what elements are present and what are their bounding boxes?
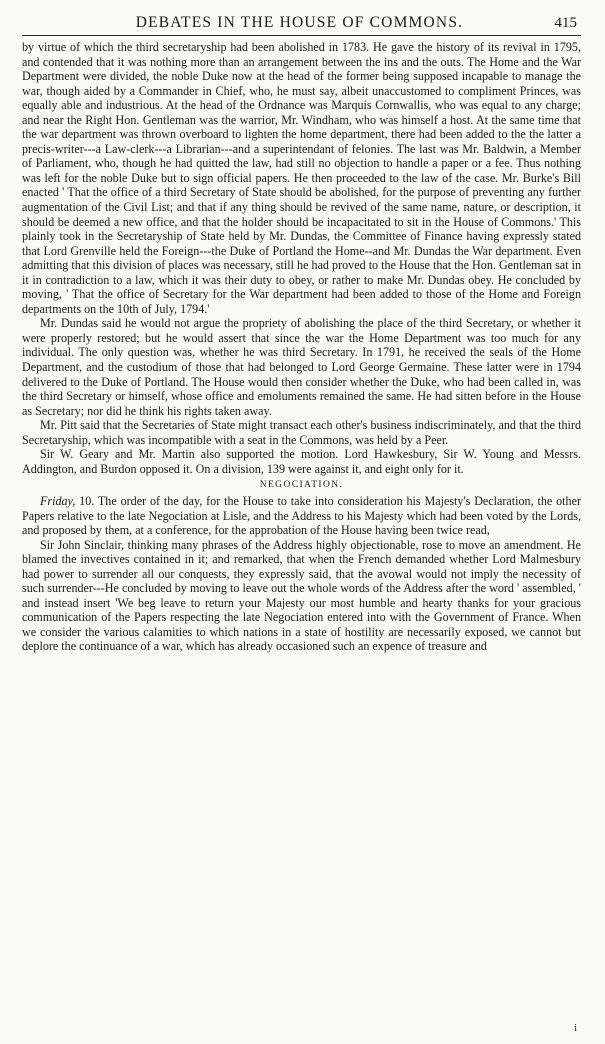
- paragraph-sinclair: Sir John Sinclair, thinking many phrases of the Address highly objectionable, rose to move an amendment. He blamed the invectives contained in it; and remarked, that when the French demanded whether Lord Malmesbury had power to surrender all our conquests, they expressly said, that the avowal would not imply the necessity of such surrender---He concluded by moving to leave out the whole words of the Address after the word ' assembled, ' and instead insert 'We beg leave to return your Majesty our most humble and hearty thanks for your gracious communication of the Papers respecting the late Negociation entered into with the Government of France. When we consider the various calamities to which nations in a state of hostility are necessarily exposed, we cannot but deplore the continuance of a war, which has already occasioned such an expence of treasure and: [22, 537, 581, 654]
- running-header: [22, 14, 581, 36]
- page-number: 415: [554, 15, 577, 31]
- paragraph-dundas: Mr. Dundas said he would not argue the propriety of abolishing the place of the third Secretary, or whether it were properly restored; but he would assert that since the war the Home Department was too much for any individual. The only question was, whether he was third Secretary. In 1791, he received the seals of the Home Department, and the custodium of those that had belonged to Lord George Germaine. These latter were in 1794 delivered to the Duke of Portland. The House would then consider whether the Duke, who had been called in, was the third Secretary or himself, whose office and emoluments remained the same. He had sitten before in the House as Secretary; nor did he think his rights taken away.: [22, 316, 581, 418]
- paragraph-pitt: Mr. Pitt said that the Secretaries of State might transact each other's business indiscriminately, and that the third Secretaryship, which was incompatible with a seat in the Commons, was held by a Peer.: [22, 418, 581, 447]
- signature-mark: i: [574, 1023, 577, 1034]
- friday-label: Friday,: [40, 493, 76, 508]
- friday-text: 10. The order of the day, for the House to take into consideration his Majesty's Declaration, the other Papers relative to the late Negociation at Lisle, and the Address to his Majesty which had been voted by the Lords, and proposed by them, at a conference, for the approbation of the House having been twice read,: [22, 493, 581, 538]
- running-title: DEBATES IN THE HOUSE OF COMMONS.: [135, 14, 464, 31]
- section-heading: NEGOCIATION.: [259, 480, 344, 491]
- paragraph-division: Sir W. Geary and Mr. Martin also supported the motion. Lord Hawkesbury, Sir W. Young and Messrs. Addington, and Burdon opposed it. On a division, 139 were against it, and eight only for it.: [22, 447, 581, 476]
- paragraph-friday: [22, 494, 581, 538]
- article-body: [22, 40, 581, 654]
- paragraph-burke-bill: by virtue of which the third secretaryship had been abolished in 1783. He gave the history of its revival in 1795, and contended that it was nothing more than an arrangement between the ins and the outs. The Home and the War Department were divided, the noble Duke now at the head of the former being supposed incapable to manage the war, though aided by a Commander in Chief, who, he must say, albeit unaccustomed to compliment Princes, was equally able and industrious. At the head of the Ordnance was Marquis Cornwallis, who was equal to any charge; and near the Right Hon. Gentleman was the warrior, Mr. Windham, who was himself a host. At the same time that the war department was thrown overboard to lighten the home department, there had been added to the the latter a precis-writer---a Law-clerk---a Librarian---and a superintendant of felonies. The last was Mr. Baldwin, a Member of Parliament, who, though he had quitted the law, had still no objection to handle a paper or a fee. Thus nothing was left for the noble Duke but to sign official papers. He then proceeded to the law of the case. Mr. Burke's Bill enacted ' That the office of a third Secretary of State should be abolished, for the purpose of preventing any further augmentation of the Civil List; and that if any thing should be revived of the same name, nature, or description, it should be deemed a new office, and that the holder should be incapacitated to sit in the House of Commons.' This plainly took in the Secretaryship of State held by Mr. Dundas, the Committee of Finance having expressly stated that Lord Grenville held the Foreign---the Duke of Portland the Home--and Mr. Dundas the War department. Even admitting that this division of places was necessary, still he had proved to the House that the Hon. Gentleman sat in it in contradiction to a law, which it was their duty to obey, or rather to make Mr. Dundas obey. He concluded by moving, ' That the office of Secretary for the War department had been added to those of the Home and Foreign departments on the 10th of July, 1794.': [22, 40, 581, 316]
